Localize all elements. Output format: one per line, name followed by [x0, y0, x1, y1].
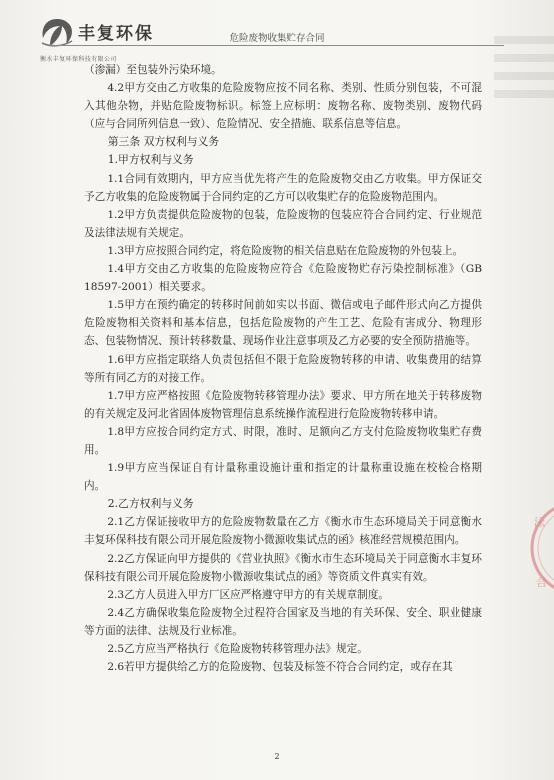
svg-text:泳: 泳: [534, 516, 545, 529]
bleed-through-shadow: [494, 26, 554, 146]
subsection-heading: 1.甲方权利与义务: [107, 153, 194, 167]
paragraph: （渗漏）至包装外污染环境。: [84, 64, 222, 76]
subsection-heading: 2.乙方权利与义务: [107, 497, 194, 511]
paragraph: 1.5甲方在预约确定的转移时间前如实以书面、微信或电子邮件形式向乙方提供危险废物相关资料和基本信息，包括危险废物的产生工艺、危险有害成分、物理形态、包装物情况、预计转移数量、现场作业注意事项及乙方必要的安全预防措施等。: [84, 299, 482, 348]
paragraph: 1.8甲方应按合同约定方式、时限，准时、足额向乙方支付危险废物收集贮存费用。: [84, 425, 482, 456]
paragraph: 1.3甲方应按照合同约定，将危险废物的相关信息贴在危险废物的外包装上。: [107, 244, 464, 257]
paragraph: 4.2甲方交由乙方收集的危险废物应按不同名称、类别、性质分别包装，不可混入其他杂物，并贴危险废物标识。标签上应标明：废物名称、废物类别、废物代码（应与合同所列信息一致）、危险情况、安全措施、联系信息等信息。: [84, 82, 482, 131]
paragraph: 2.1乙方保证接收甲方的危险废物数量在乙方《衡水市生态环境局关于同意衡水丰复环保科技有限公司开展危险废物小微源收集试点的函》核准经营规模范围内。: [84, 516, 482, 547]
paragraph: 2.2乙方保证向甲方提供的《营业执照》《衡水市生态环境局关于同意衡水丰复环保科技有限公司开展危险废物小微源收集试点的函》等资质文件真实有效。: [84, 552, 482, 583]
paragraph: 1.7甲方应严格按照《危险废物转移管理办法》要求、甲方所在地关于转移废物的有关规定及河北省固体废物管理信息系统操作流程进行危险废物转移申请。: [84, 389, 482, 420]
paragraph: 1.1合同有效期内，甲方应当优先将产生的危险废物交由乙方收集。甲方保证交予乙方收集的危险废物属于合同约定的乙方可以收集贮存的危险废物范围内。: [84, 172, 482, 203]
paragraph: 2.4乙方确保收集危险废物全过程符合国家及当地的有关环保、安全、职业健康等方面的法律、法规及行业标准。: [84, 606, 482, 637]
logo-subtitle: 衡水丰复环保科技有限公司: [40, 56, 117, 63]
paragraph: 1.2甲方负责提供危险废物的包装，危险废物的包装应符合合同约定、行业规范及法律法规有关规定。: [84, 208, 482, 239]
paragraph: 1.9甲方应当保证自有计量称重设施计重和指定的计量称重设施在校检合格期内。: [84, 462, 482, 493]
page-number: 2: [274, 752, 280, 761]
header-rule: [50, 45, 504, 46]
logo-name: 丰复环保: [78, 24, 154, 44]
paragraph: 2.6若甲方提供给乙方的危险废物、包装及标签不符合合同约定，或存在其: [107, 661, 453, 674]
section-heading: 第三条 双方权利与义务: [107, 135, 220, 149]
paragraph: 2.5乙方应当严格执行《危险废物转移管理办法》规定。: [107, 643, 368, 655]
paragraph: 1.4甲方交由乙方收集的危险废物应符合《危险废物贮存污染控制标准》（GB 18597-2001）相关要求。: [84, 263, 482, 294]
seal-stamp: [520, 496, 554, 606]
running-title: 危险废物收集贮存合同: [229, 33, 325, 44]
paragraph: 2.3乙方人员进入甲方厂区应严格遵守甲方的有关规章制度。: [107, 588, 390, 601]
paragraph: 1.6甲方应指定联络人负责包括但不限于危险废物转移的申请、收集费用的结算等所有同乙方的对接工作。: [84, 353, 482, 384]
svg-text:合: 合: [536, 576, 547, 589]
document-body: [84, 61, 482, 676]
